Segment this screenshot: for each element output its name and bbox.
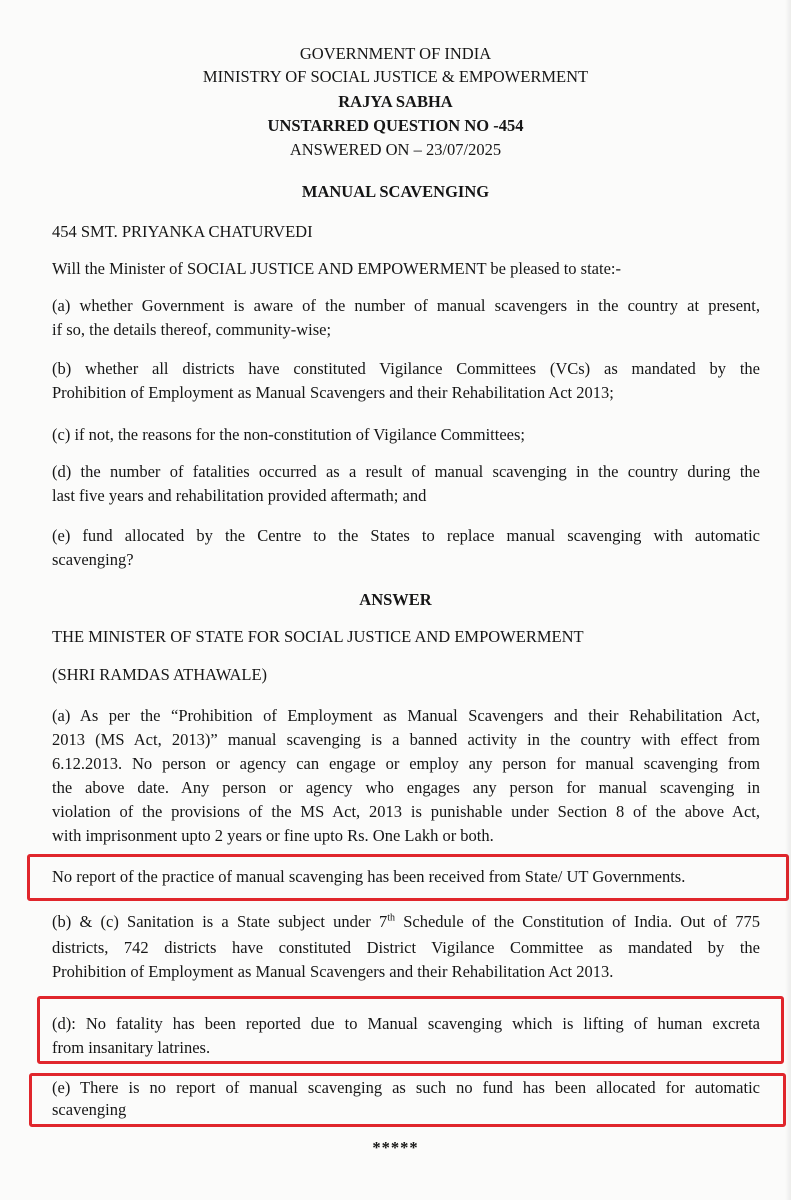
answer-a-line: with imprisonment upto 2 years or fine upto Rs. One Lakh or both. [52,826,494,845]
questioner-name: 454 SMT. PRIYANKA CHATURVEDI [52,222,313,241]
answer-bc-line: Prohibition of Employment as Manual Scavengers and their Rehabilitation Act 2013. [52,962,614,981]
answer-heading: ANSWER [359,590,432,609]
question-e-line: scavenging? [52,550,134,569]
answer-e-line: scavenging [52,1100,127,1119]
answer-a-line: (a) As per the “Prohibition of Employment as Manual Scavengers and their Rehabilitation Act, [52,706,760,725]
question-e-line: (e) fund allocated by the Centre to the States to replace manual scavenging with automatic [52,526,760,545]
question-b-line: (b) whether all districts have constituted Vigilance Committees (VCs) as mandated by the [52,359,760,378]
question-a-line: if so, the details thereof, community-wise; [52,320,332,339]
answer-bc-line: districts, 742 districts have constituted District Vigilance Committee as mandated by the [52,938,760,957]
question-d-line: (d) the number of fatalities occurred as a result of manual scavenging in the country during the [52,462,760,481]
subject-title: MANUAL SCAVENGING [301,182,490,201]
page-edge-shadow [785,0,791,1200]
answer-a-line: violation of the provisions of the MS Act, 2013 is punishable under Section 8 of the above Act, [52,802,760,821]
question-c-line: (c) if not, the reasons for the non-constitution of Vigilance Committees; [52,425,525,444]
question-d-line: last five years and rehabilitation provided aftermath; and [52,486,427,505]
header-government: GOVERNMENT OF INDIA [299,44,492,63]
answer-e-line: (e) There is no report of manual scavenging as such no fund has been allocated for automatic [52,1078,760,1097]
answer-a-line: the above date. Any person or agency who engages any person for manual scavenging in [52,778,760,797]
answer-no-report: No report of the practice of manual scavenging has been received from State/ UT Governments. [52,867,686,886]
header-ministry: MINISTRY OF SOCIAL JUSTICE & EMPOWERMENT [202,67,589,86]
header-question-number: UNSTARRED QUESTION NO -454 [267,116,524,135]
answer-d-line: (d): No fatality has been reported due to Manual scavenging which is lifting of human excreta [52,1014,760,1033]
question-intro: Will the Minister of SOCIAL JUSTICE AND EMPOWERMENT be pleased to state:- [52,259,621,278]
header-answered-on: ANSWERED ON – 23/07/2025 [289,140,502,159]
answer-a-line: 2013 (MS Act, 2013)” manual scavenging is a banned activity in the country with effect from [52,730,760,749]
answer-d-line: from insanitary latrines. [52,1038,211,1057]
end-mark: ***** [372,1138,419,1157]
header-house: RAJYA SABHA [338,92,453,111]
question-b-line: Prohibition of Employment as Manual Scavengers and their Rehabilitation Act 2013; [52,383,614,402]
question-a-line: (a) whether Government is aware of the number of manual scavengers in the country at present, [52,296,760,315]
minister-title: THE MINISTER OF STATE FOR SOCIAL JUSTICE AND EMPOWERMENT [52,627,584,646]
answer-bc-line: (b) & (c) Sanitation is a State subject under 7th Schedule of the Constitution of India. Out of 775 [52,912,760,931]
minister-name: (SHRI RAMDAS ATHAWALE) [52,665,268,684]
answer-a-line: 6.12.2013. No person or agency can engage or employ any person for manual scavenging from [52,754,760,773]
